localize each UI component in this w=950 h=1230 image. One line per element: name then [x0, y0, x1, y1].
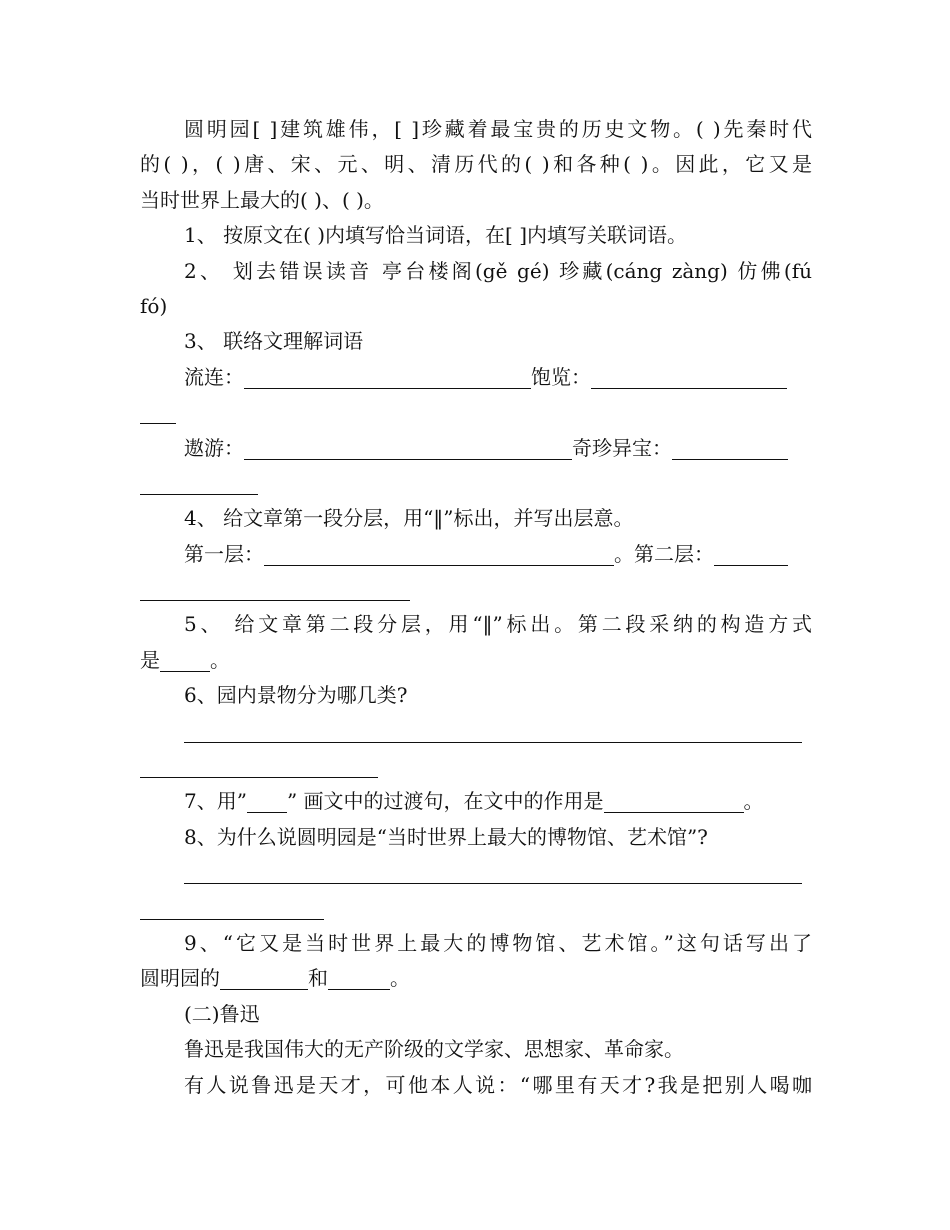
answer-line-cont	[140, 749, 812, 784]
answer-blank[interactable]	[604, 786, 744, 813]
answer-blank[interactable]	[220, 963, 308, 990]
text-fragment: 是	[140, 647, 160, 672]
question-5-cont	[140, 643, 812, 678]
section-heading: (二)鲁迅	[184, 1001, 260, 1026]
document-page	[140, 112, 812, 1103]
paragraph-line: 有人说鲁迅是天才，可他本人说：“哪里有天才?我是把别人喝咖	[184, 1072, 812, 1097]
question-2-cont: fó)	[140, 293, 168, 318]
question-7	[140, 784, 812, 819]
question-8: 8、为什么说圆明园是“当时世界上最大的博物馆、艺术馆”?	[184, 824, 708, 849]
paragraph-line: 鲁迅是我国伟大的无产阶级的文学家、思想家、革命家。	[184, 1037, 684, 1062]
text-fragment: 。	[390, 966, 410, 991]
answer-line	[140, 855, 812, 890]
word-label: 饱览：	[531, 364, 591, 389]
paragraph-line: 的( )，( )唐、宋、元、明、清历代的( )和各种( )。因此，它又是	[140, 152, 812, 177]
question-3-row-1	[140, 360, 812, 395]
word-label: 奇珍异宝：	[572, 435, 672, 460]
answer-blank[interactable]	[244, 433, 572, 460]
text-fragment: 。	[210, 647, 230, 672]
text-fragment: 和	[308, 966, 328, 991]
text-fragment: 。	[743, 789, 764, 814]
answer-blank[interactable]	[160, 645, 210, 672]
answer-line-cont	[140, 395, 812, 430]
answer-line-cont	[140, 572, 812, 607]
answer-blank[interactable]	[140, 574, 410, 601]
answer-line	[140, 714, 812, 749]
paragraph-line: 圆明园[ ]建筑雄伟，[ ]珍藏着最宝贵的历史文物。( )先秦时代	[184, 117, 812, 141]
question-9-cont	[140, 961, 812, 996]
question-5: 5、 给文章第二段分层，用“‖”标出。第二段采纳的构造方式	[184, 612, 812, 637]
answer-blank[interactable]	[264, 539, 614, 566]
question-6: 6、园内景物分为哪几类?	[184, 683, 408, 708]
question-1: 1、 按原文在( )内填写恰当词语，在[ ]内填写关联词语。	[184, 223, 688, 248]
answer-blank[interactable]	[328, 963, 390, 990]
word-label: 遨游：	[184, 435, 244, 460]
question-2: 2、 划去错误读音 亭台楼阁(gě gé) 珍藏(cáng zàng) 仿佛(fú	[184, 258, 812, 283]
text-fragment: ” 画文中的过渡句，在文中的作用是	[286, 789, 604, 814]
question-3: 3、 联络文理解词语	[184, 329, 364, 354]
answer-blank[interactable]	[140, 397, 176, 424]
answer-blank[interactable]	[140, 893, 324, 920]
text-fragment: 7、用”	[184, 789, 247, 814]
answer-blank[interactable]	[140, 468, 258, 495]
word-label: 流连：	[184, 364, 244, 389]
question-4: 4、 给文章第一段分层，用“‖”标出，并写出层意。	[184, 506, 634, 531]
question-9: 9、“它又是当时世界上最大的博物馆、艺术馆。”这句话写出了	[184, 930, 812, 955]
answer-line-cont	[140, 891, 812, 926]
answer-blank[interactable]	[591, 362, 787, 389]
layer-label: 。第二层：	[614, 541, 714, 566]
answer-blank[interactable]	[184, 716, 802, 743]
answer-blank[interactable]	[244, 362, 531, 389]
answer-blank[interactable]	[714, 539, 788, 566]
text-fragment: 圆明园的	[140, 966, 220, 991]
answer-blank[interactable]	[184, 857, 802, 884]
paragraph-line: 当时世界上最大的( )、( )。	[140, 187, 384, 212]
answer-blank[interactable]	[247, 786, 287, 813]
answer-line-cont	[140, 466, 812, 501]
question-3-row-2	[140, 431, 812, 466]
question-4-row	[140, 537, 812, 572]
answer-blank[interactable]	[140, 751, 378, 778]
layer-label: 第一层：	[184, 541, 264, 566]
answer-blank[interactable]	[672, 433, 788, 460]
